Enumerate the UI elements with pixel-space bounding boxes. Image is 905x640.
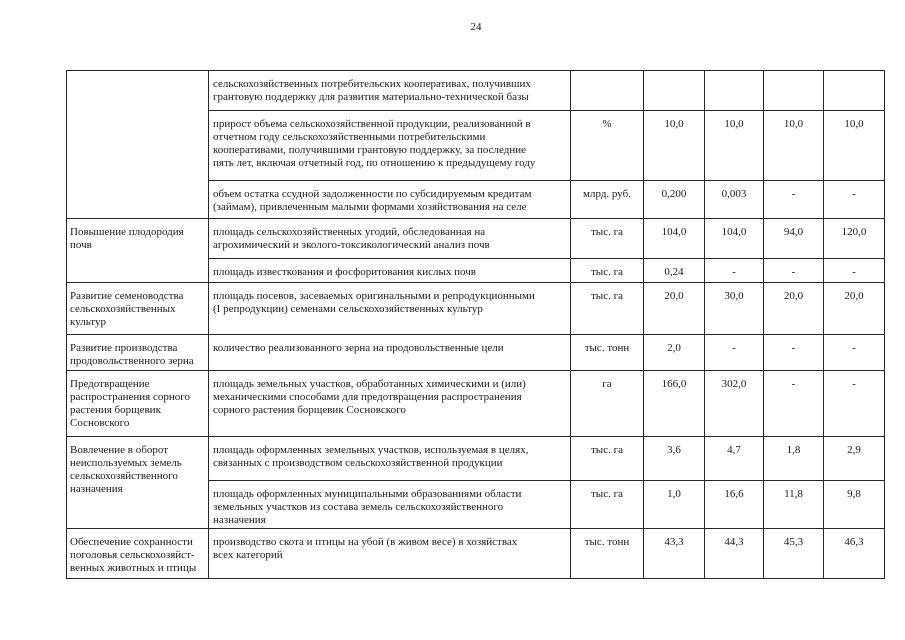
value-cell: 104,0: [705, 219, 764, 259]
value-cell: [764, 71, 824, 111]
unit-cell: млрд. руб.: [571, 181, 644, 219]
goal-cell: Развитие семеноводства сельскохозяйственных культур: [67, 283, 209, 335]
value-cell: [644, 71, 705, 111]
value-cell: [824, 71, 885, 111]
goal-cell: Вовлечение в оборот неиспользуемых земель сельскохозяйственного назначения: [67, 437, 209, 529]
unit-cell: тыс. га: [571, 437, 644, 481]
value-cell: 11,8: [764, 481, 824, 529]
value-cell: 120,0: [824, 219, 885, 259]
indicator-cell: объем остатка ссудной задолженности по субсидируемым кредитам (займам), привлеченным малыми формами хозяйствования на селе: [209, 181, 571, 219]
value-cell: -: [824, 259, 885, 283]
value-cell: 2,0: [644, 335, 705, 371]
unit-cell: тыс. га: [571, 259, 644, 283]
unit-cell: га: [571, 371, 644, 437]
unit-cell: тыс. тонн: [571, 529, 644, 579]
value-cell: 94,0: [764, 219, 824, 259]
unit-cell: [571, 71, 644, 111]
table-row: [67, 283, 885, 335]
value-cell: 10,0: [705, 111, 764, 181]
table-row: [67, 437, 885, 481]
unit-cell: тыс. га: [571, 481, 644, 529]
indicator-cell: площадь сельскохозяйственных угодий, обследованная на агрохимический и эколого-токсикологический анализ почв: [209, 219, 571, 259]
value-cell: -: [764, 335, 824, 371]
unit-cell: тыс. тонн: [571, 335, 644, 371]
value-cell: -: [824, 371, 885, 437]
unit-cell: тыс. га: [571, 283, 644, 335]
value-cell: 45,3: [764, 529, 824, 579]
goal-cell: Повышение плодородия почв: [67, 219, 209, 283]
value-cell: -: [824, 335, 885, 371]
value-cell: 104,0: [644, 219, 705, 259]
value-cell: 0,200: [644, 181, 705, 219]
goal-cell: [67, 71, 209, 219]
indicator-cell: площадь земельных участков, обработанных химическими и (или) механическими способами для предотвращения распространения сорного растения борщевик Сосновского: [209, 371, 571, 437]
indicators-table: [66, 70, 885, 579]
value-cell: 0,003: [705, 181, 764, 219]
indicator-cell: прирост объема сельскохозяйственной продукции, реализованной в отчетном году сельскохозяйственными потребительскими кооперативами, получившими грантовую поддержку, за последние пять лет, включая отчетный год, по отношению к предыдущему году: [209, 111, 571, 181]
indicator-cell: количество реализованного зерна на продовольственные цели: [209, 335, 571, 371]
value-cell: 46,3: [824, 529, 885, 579]
value-cell: 44,3: [705, 529, 764, 579]
indicator-cell: площадь оформленных земельных участков, используемая в целях, связанных с производством сельскохозяйственной продукции: [209, 437, 571, 481]
goal-cell: Обеспечение сохранности поголовья сельскохозяйст- венных животных и птицы: [67, 529, 209, 579]
value-cell: 10,0: [764, 111, 824, 181]
value-cell: -: [764, 181, 824, 219]
value-cell: 9,8: [824, 481, 885, 529]
table-row: [67, 371, 885, 437]
goal-cell: Развитие производства продовольственного зерна: [67, 335, 209, 371]
value-cell: 43,3: [644, 529, 705, 579]
value-cell: 10,0: [644, 111, 705, 181]
value-cell: 16,6: [705, 481, 764, 529]
value-cell: -: [824, 181, 885, 219]
value-cell: 4,7: [705, 437, 764, 481]
value-cell: 3,6: [644, 437, 705, 481]
unit-cell: тыс. га: [571, 219, 644, 259]
value-cell: 20,0: [824, 283, 885, 335]
indicator-cell: сельскохозяйственных потребительских кооперативах, получивших грантовую поддержку для развития материально-технической базы: [209, 71, 571, 111]
goal-cell: Предотвращение распространения сорного растения борщевик Сосновского: [67, 371, 209, 437]
value-cell: 30,0: [705, 283, 764, 335]
table-row: [67, 529, 885, 579]
value-cell: -: [705, 259, 764, 283]
value-cell: 1,0: [644, 481, 705, 529]
indicator-cell: площадь известкования и фосфоритования кислых почв: [209, 259, 571, 283]
indicator-cell: производство скота и птицы на убой (в живом весе) в хозяйствах всех категорий: [209, 529, 571, 579]
indicator-cell: площадь оформленных муниципальными образованиями области земельных участков из состава земель сельскохозяйственного назначения: [209, 481, 571, 529]
value-cell: -: [764, 259, 824, 283]
indicator-cell: площадь посевов, засеваемых оригинальными и репродукционными (I репродукции) семенами сельскохозяйственных культур: [209, 283, 571, 335]
value-cell: 2,9: [824, 437, 885, 481]
value-cell: 0,24: [644, 259, 705, 283]
value-cell: 10,0: [824, 111, 885, 181]
value-cell: 302,0: [705, 371, 764, 437]
unit-cell: %: [571, 111, 644, 181]
value-cell: 20,0: [644, 283, 705, 335]
value-cell: 1,8: [764, 437, 824, 481]
value-cell: [705, 71, 764, 111]
value-cell: 20,0: [764, 283, 824, 335]
value-cell: 166,0: [644, 371, 705, 437]
value-cell: -: [764, 371, 824, 437]
table-row: [67, 219, 885, 259]
value-cell: -: [705, 335, 764, 371]
table-row: [67, 71, 885, 111]
table-row: [67, 335, 885, 371]
page-number: 24: [470, 21, 482, 33]
